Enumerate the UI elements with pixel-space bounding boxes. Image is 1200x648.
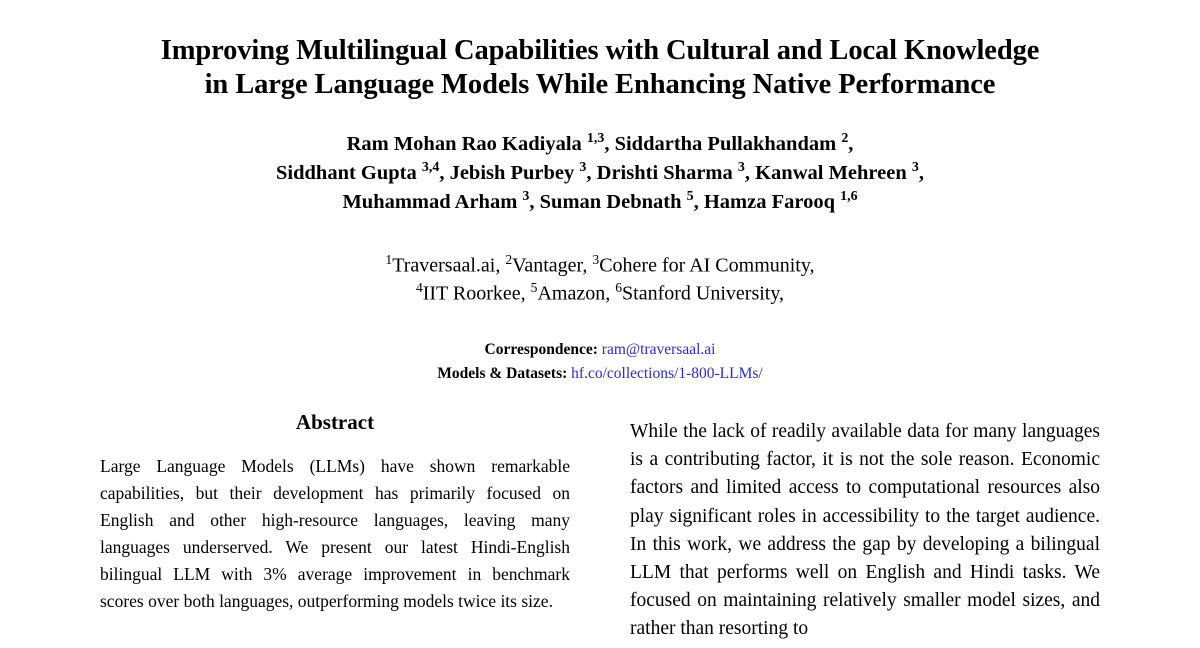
affiliation-name: Amazon, [537, 283, 616, 306]
page-title [100, 34, 1100, 101]
author-name: , Kanwal Mehreen [744, 162, 912, 185]
affiliation-marker: 6 [615, 280, 623, 296]
author-line-3 [100, 187, 1100, 216]
author-affiliation-marker: 2 [841, 131, 849, 147]
affiliation-marker: 4 [415, 280, 423, 296]
paper-content [100, 0, 1100, 648]
models-datasets-line [100, 362, 1100, 386]
correspondence-block [100, 338, 1100, 386]
models-datasets-label: Models & Datasets: [437, 365, 568, 383]
right-column: While the lack of readily available data for many languages is a contributing factor, it is not the sole reason. Economic factors and limited access to computational resources also play significant roles in accessibility to the target audience. In this work, we address the gap by developing a bilingual LLM that performs well on English and Hindi tasks. We focused on maintaining relatively smaller model sizes, and rather than resorting to [630, 421, 1100, 639]
author-affiliation-marker: 3 [911, 160, 919, 176]
affiliation-marker: 5 [530, 280, 538, 296]
author-name: , Drishti Sharma [586, 162, 738, 185]
author-affiliation-marker: 3 [737, 160, 745, 176]
correspondence-line [100, 338, 1100, 362]
left-column [100, 410, 570, 643]
title-line-2: in Large Language Models While Enhancing Native Performance [204, 68, 996, 100]
correspondence-label: Correspondence: [484, 341, 598, 359]
author-affiliation-marker: 3 [522, 189, 530, 205]
affiliation-marker: 1 [385, 251, 393, 267]
affiliation-line-2 [100, 279, 1100, 308]
author-affiliation-marker: 3 [579, 160, 587, 176]
author-line-2 [100, 158, 1100, 187]
author-name: , Suman Debnath [529, 191, 687, 214]
affiliation-marker: 2 [505, 251, 513, 267]
author-name: Muhammad Arham [342, 191, 523, 214]
abstract-text: Large Language Models (LLMs) have shown remarkable capabilities, but their development has primarily focused on English and other high-resource languages, leaving many languages underserved. We present our latest Hindi-English bilingual LLM with 3% average improvement in benchmark scores over both languages, outperforming models twice its size. [100, 456, 570, 611]
author-affiliation-marker: 1,6 [840, 189, 858, 205]
affiliation-name: Traversaal.ai, [392, 254, 506, 277]
affiliation-marker: 3 [592, 251, 600, 267]
author-line-1 [100, 129, 1100, 158]
author-list [100, 129, 1100, 216]
author-affiliation-marker: 1,3 [586, 131, 605, 147]
affiliation-name: IIT Roorkee, [422, 283, 531, 306]
author-separator: , [848, 133, 854, 156]
author-name: Siddhant Gupta [276, 162, 422, 185]
author-separator: , [918, 162, 924, 185]
body-columns [100, 410, 1100, 643]
title-line-1: Improving Multilingual Capabilities with Cultural and Local Knowledge [160, 35, 1040, 66]
affiliation-name: Cohere for AI Community, [599, 254, 815, 277]
models-datasets-link[interactable]: hf.co/collections/1-800-LLMs/ [571, 365, 763, 383]
author-name: , Jebish Purbey [439, 162, 580, 185]
correspondence-email-link[interactable]: ram@traversaal.ai [601, 341, 716, 359]
author-name: , Siddartha Pullakhandam [604, 133, 842, 156]
affiliation-line-1 [100, 251, 1100, 280]
affiliation-name: Vantager, [512, 254, 593, 277]
author-name: , Hamza Farooq [693, 191, 841, 214]
author-name: Ram Mohan Rao Kadiyala [346, 133, 587, 156]
affiliation-list [100, 251, 1100, 309]
author-affiliation-marker: 5 [686, 189, 694, 205]
affiliation-name: Stanford University, [622, 283, 785, 306]
author-affiliation-marker: 3,4 [421, 160, 440, 176]
abstract-heading: Abstract [295, 410, 375, 435]
